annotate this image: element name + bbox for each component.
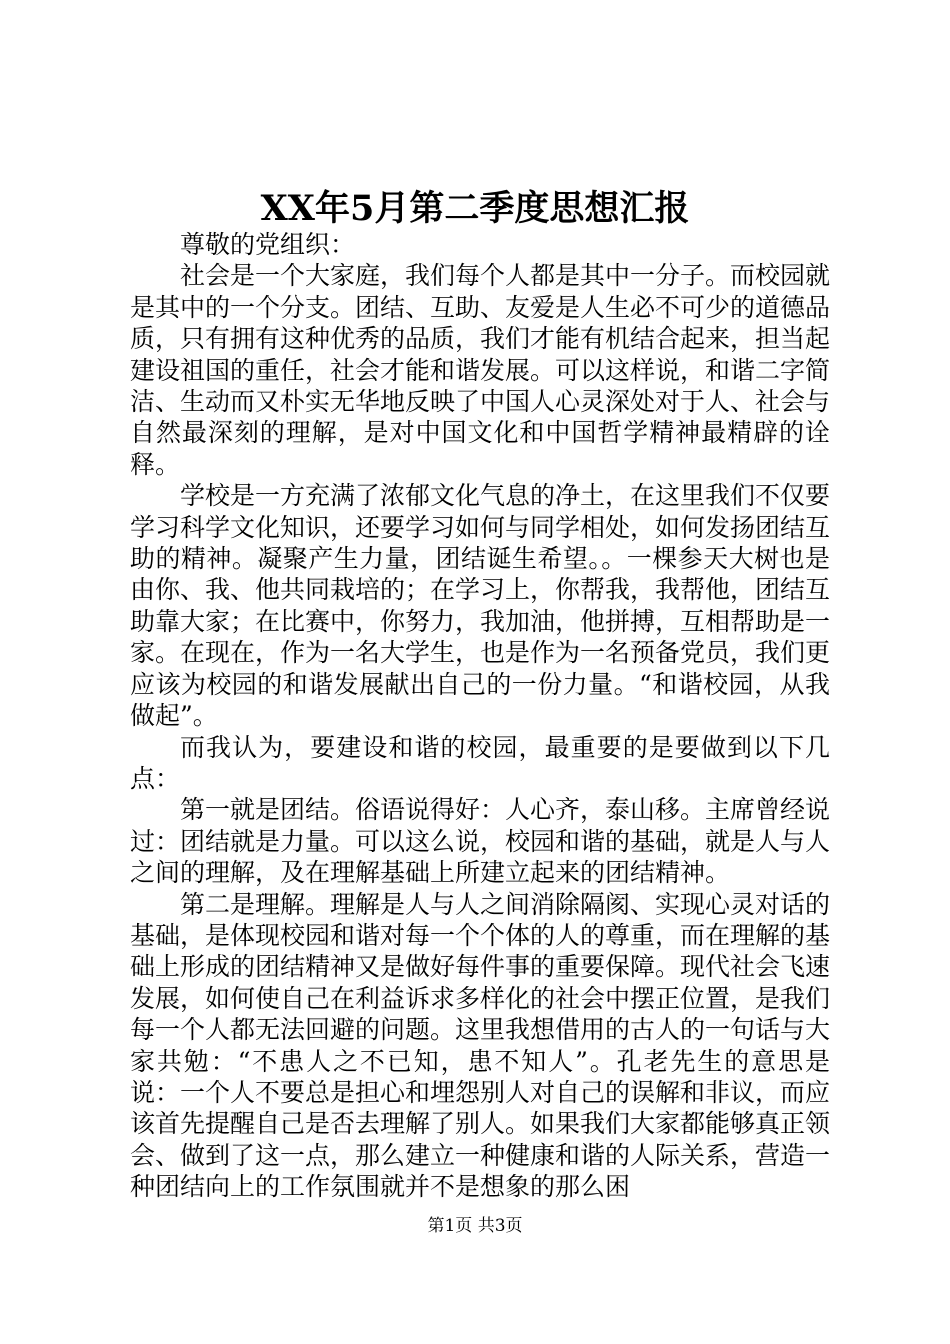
page-footer: 第1页 共3页: [427, 1216, 523, 1236]
body-paragraph-1: 社会是一个大家庭，我们每个人都是其中一分子。而校园就是其中的一个分支。团结、互助、友爱是人生必不可少的道德品质，只有拥有这种优秀的品质，我们才能有机结合起来，担当起建设祖国的重任，社会才能和谐发展。可以这样说，和谐二字简洁、生动而又朴实无华地反映了中国人心灵深处对于人、社会与自然最深刻的理解，是对中国文化和中国哲学精神最精辟的诠释。: [130, 261, 831, 479]
document-body: [130, 229, 830, 1203]
salutation: 尊敬的党组织：: [180, 230, 356, 259]
body-paragraph-2: 学校是一方充满了浓郁文化气息的净土，在这里我们不仅要学习科学文化知识，还要学习如何与同学相处，如何发扬团结互助的精神。凝聚产生力量，团结诞生希望。。一棵参天大树也是由你、我、他共同栽培的；在学习上，你帮我，我帮他，团结互助靠大家；在比赛中，你努力，我加油，他拼搏，互相帮助是一家。在现在，作为一名大学生，也是作为一名预备党员，我们更应该为校园的和谐发展献出自己的一份力量。“和谐校园，从我做起”。: [130, 481, 831, 731]
body-paragraph-4: 第一就是团结。俗语说得好：人心齐，泰山移。主席曾经说过：团结就是力量。可以这么说，校园和谐的基础，就是人与人之间的理解，及在理解基础上所建立起来的团结精神。: [130, 795, 831, 888]
body-paragraph-3: 而我认为，要建设和谐的校园，最重要的是要做到以下几点：: [130, 732, 830, 793]
body-paragraph-5: 第二是理解。理解是人与人之间消除隔阂、实现心灵对话的基础，是体现校园和谐对每一个个体的人的尊重，而在理解的基础上形成的团结精神又是做好每件事的重要保障。现代社会飞速发展，如何使自己在利益诉求多样化的社会中摆正位置，是我们每一个人都无法回避的问题。这里我想借用的古人的一句话与大家共勉：“不患人之不已知，患不知人”。孔老先生的意思是说：一个人不要总是担心和埋怨别人对自己的误解和非议，而应该首先提醒自己是否去理解了别人。如果我们大家都能够真正领会、做到了这一点，那么建立一种健康和谐的人际关系，营造一种团结向上的工作氛围就并不是想象的那么困: [130, 889, 831, 1202]
document-title: XX年5月第二季度思想汇报: [260, 188, 690, 229]
